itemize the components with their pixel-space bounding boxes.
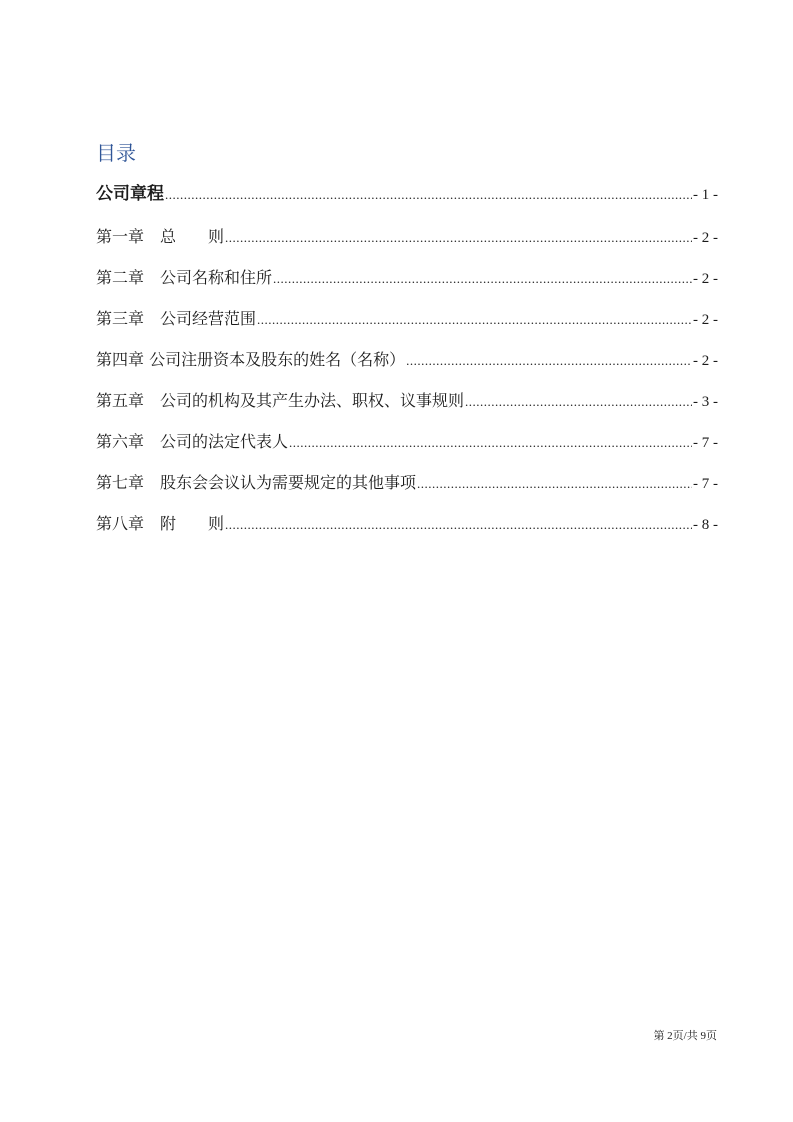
- toc-entry-chapter-1[interactable]: [96, 225, 718, 266]
- toc-entry-label: 第七章 股东会会议认为需要规定的其他事项: [96, 473, 417, 492]
- toc-entry-chapter-7[interactable]: [96, 471, 718, 512]
- toc-entry-chapter-3[interactable]: [96, 307, 718, 348]
- toc-entry-page: - 8 -: [693, 517, 718, 533]
- toc-leader-dots: [225, 226, 692, 250]
- toc-entry-label: 第四章 公司注册资本及股东的姓名（名称）: [96, 350, 406, 369]
- toc-entry-label: 第六章 公司的法定代表人: [96, 432, 289, 451]
- toc-entry-label: 公司章程: [96, 184, 164, 204]
- toc-entry-page: - 2 -: [693, 230, 718, 246]
- toc-leader-dots: [273, 267, 692, 291]
- toc-leader-dots: [465, 390, 692, 414]
- toc-leader-dots: [257, 308, 692, 332]
- toc-entry-chapter-6[interactable]: [96, 430, 718, 471]
- toc-entry-label: 第一章 总 则: [96, 227, 225, 246]
- toc-entry-label: 第二章 公司名称和住所: [96, 268, 273, 287]
- toc-heading: 目录: [96, 141, 136, 165]
- toc-leader-dots: [406, 349, 692, 373]
- toc-leader-dots: [289, 431, 692, 455]
- toc-entry-page: - 3 -: [693, 394, 718, 410]
- toc-entry-chapter-4[interactable]: [96, 348, 718, 389]
- toc-entry-page: - 2 -: [693, 353, 718, 369]
- toc-entry-page: - 2 -: [693, 271, 718, 287]
- page-number-footer: 第 2页/共 9页: [653, 1030, 717, 1042]
- toc-leader-dots: [225, 513, 692, 537]
- toc-entry-page: - 2 -: [693, 312, 718, 328]
- toc-entry-label: 第三章 公司经营范围: [96, 309, 257, 328]
- toc-entry-chapter-5[interactable]: [96, 389, 718, 430]
- toc-entry-chapter-2[interactable]: [96, 266, 718, 307]
- toc-entry-chapter-8[interactable]: [96, 512, 718, 553]
- toc-leader-dots: [165, 183, 692, 207]
- toc-entry-company-articles[interactable]: [96, 182, 718, 225]
- toc-entry-page: - 1 -: [693, 187, 718, 203]
- toc-entry-page: - 7 -: [693, 476, 718, 492]
- toc-entry-label: 第八章 附 则: [96, 514, 225, 533]
- toc-leader-dots: [417, 472, 692, 496]
- toc-entry-page: - 7 -: [693, 435, 718, 451]
- toc-list: [96, 182, 718, 553]
- toc-entry-label: 第五章 公司的机构及其产生办法、职权、议事规则: [96, 391, 465, 410]
